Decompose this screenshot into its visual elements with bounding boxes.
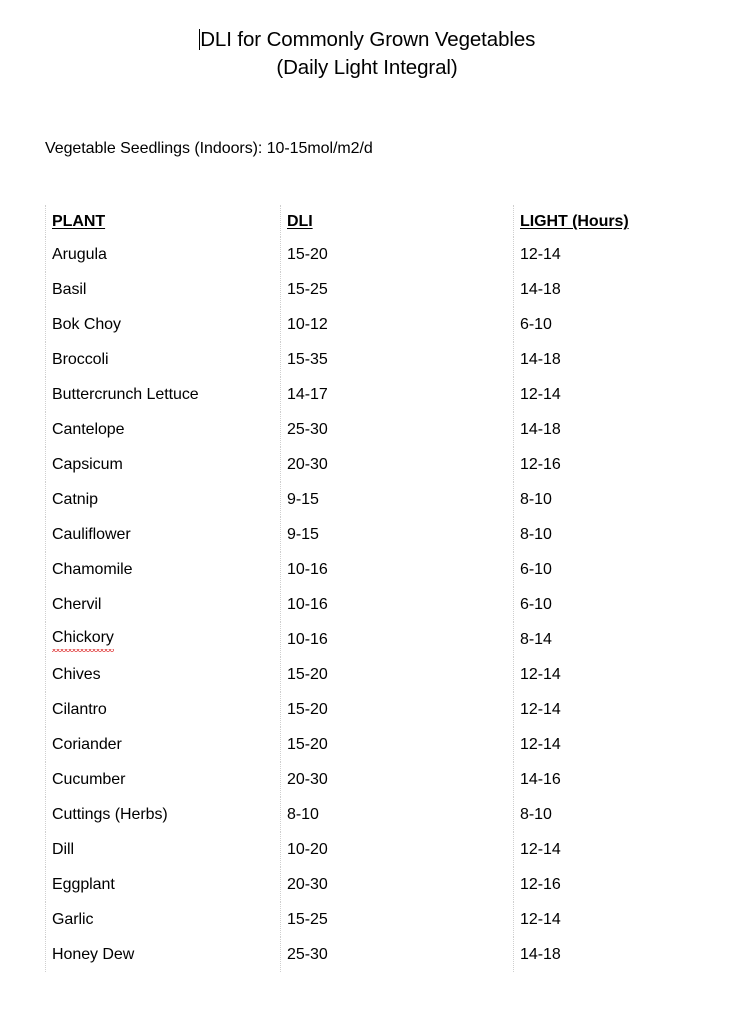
dli-table xyxy=(45,205,734,972)
cell-light[interactable]: 14-16 xyxy=(514,762,734,797)
cell-dli[interactable]: 10-16 xyxy=(281,622,514,657)
cell-dli[interactable]: 14-17 xyxy=(281,377,514,412)
cell-plant[interactable]: Buttercrunch Lettuce xyxy=(46,377,281,412)
document-title[interactable] xyxy=(199,26,536,54)
cell-dli[interactable]: 15-20 xyxy=(281,657,514,692)
table-row xyxy=(46,342,734,377)
cell-light[interactable]: 8-10 xyxy=(514,797,734,832)
intro-paragraph[interactable]: Vegetable Seedlings (Indoors): 10-15mol/m2/d xyxy=(45,140,373,157)
table-row xyxy=(46,587,734,622)
cell-dli[interactable]: 15-20 xyxy=(281,692,514,727)
cell-plant[interactable]: Cauliflower xyxy=(46,517,281,552)
cell-light[interactable]: 12-14 xyxy=(514,832,734,867)
column-header-light-label: LIGHT (Hours) xyxy=(520,213,629,230)
document-title-text: DLI for Commonly Grown Vegetables xyxy=(200,28,536,51)
cell-light[interactable]: 12-14 xyxy=(514,377,734,412)
cell-dli[interactable]: 15-20 xyxy=(281,237,514,272)
spellcheck-underline: Chickory xyxy=(52,627,114,652)
table-row xyxy=(46,727,734,762)
cell-light[interactable]: 12-14 xyxy=(514,237,734,272)
table-row xyxy=(46,832,734,867)
cell-dli[interactable]: 15-35 xyxy=(281,342,514,377)
column-header-light[interactable] xyxy=(514,205,734,237)
table-row xyxy=(46,272,734,307)
cell-light[interactable]: 12-14 xyxy=(514,692,734,727)
cell-light[interactable]: 8-10 xyxy=(514,517,734,552)
cell-light[interactable]: 14-18 xyxy=(514,272,734,307)
table-row xyxy=(46,482,734,517)
table-body xyxy=(46,237,734,972)
cell-light[interactable]: 14-18 xyxy=(514,412,734,447)
table-row xyxy=(46,377,734,412)
cell-plant[interactable]: Capsicum xyxy=(46,447,281,482)
cell-plant[interactable]: Bok Choy xyxy=(46,307,281,342)
cell-dli[interactable]: 25-30 xyxy=(281,937,514,972)
table-row xyxy=(46,552,734,587)
table-row xyxy=(46,622,734,657)
cell-plant[interactable]: Broccoli xyxy=(46,342,281,377)
table-row xyxy=(46,867,734,902)
cell-light[interactable]: 12-14 xyxy=(514,902,734,937)
cell-dli[interactable]: 10-16 xyxy=(281,587,514,622)
cell-dli[interactable]: 20-30 xyxy=(281,867,514,902)
cell-dli[interactable]: 20-30 xyxy=(281,762,514,797)
cell-light[interactable]: 6-10 xyxy=(514,307,734,342)
cell-light[interactable]: 12-14 xyxy=(514,727,734,762)
cell-plant[interactable]: Garlic xyxy=(46,902,281,937)
column-header-plant[interactable] xyxy=(46,205,281,237)
cell-dli[interactable]: 15-25 xyxy=(281,272,514,307)
cell-plant[interactable]: Eggplant xyxy=(46,867,281,902)
table-row xyxy=(46,657,734,692)
table-header-row xyxy=(46,205,734,237)
cell-plant[interactable]: Catnip xyxy=(46,482,281,517)
cell-dli[interactable]: 10-16 xyxy=(281,552,514,587)
cell-dli[interactable]: 20-30 xyxy=(281,447,514,482)
cell-plant[interactable]: Basil xyxy=(46,272,281,307)
cell-plant[interactable]: Chervil xyxy=(46,587,281,622)
cell-plant[interactable]: Chives xyxy=(46,657,281,692)
table-row xyxy=(46,902,734,937)
column-header-dli[interactable] xyxy=(281,205,514,237)
cell-light[interactable]: 8-14 xyxy=(514,622,734,657)
cell-plant[interactable]: Dill xyxy=(46,832,281,867)
cell-dli[interactable]: 25-30 xyxy=(281,412,514,447)
cell-plant[interactable]: Chamomile xyxy=(46,552,281,587)
table-header xyxy=(46,205,734,237)
cell-dli[interactable]: 15-25 xyxy=(281,902,514,937)
cell-dli[interactable]: 9-15 xyxy=(281,517,514,552)
cell-light[interactable]: 8-10 xyxy=(514,482,734,517)
cell-light[interactable]: 14-18 xyxy=(514,342,734,377)
cell-plant[interactable]: Cucumber xyxy=(46,762,281,797)
table-row xyxy=(46,447,734,482)
cell-dli[interactable]: 15-20 xyxy=(281,727,514,762)
table-row xyxy=(46,937,734,972)
cell-light[interactable]: 6-10 xyxy=(514,552,734,587)
cell-light[interactable]: 12-14 xyxy=(514,657,734,692)
document-subtitle[interactable]: (Daily Light Integral) xyxy=(276,56,458,79)
table-row xyxy=(46,762,734,797)
cell-plant[interactable] xyxy=(46,622,281,657)
column-header-plant-label: PLANT xyxy=(52,213,106,230)
cell-dli[interactable]: 8-10 xyxy=(281,797,514,832)
cell-light[interactable]: 6-10 xyxy=(514,587,734,622)
cell-plant[interactable]: Arugula xyxy=(46,237,281,272)
cell-light[interactable]: 12-16 xyxy=(514,447,734,482)
cell-plant[interactable]: Cilantro xyxy=(46,692,281,727)
cell-light[interactable]: 14-18 xyxy=(514,937,734,972)
cell-dli[interactable]: 10-20 xyxy=(281,832,514,867)
table-row xyxy=(46,307,734,342)
title-block xyxy=(0,26,734,82)
cell-plant[interactable]: Honey Dew xyxy=(46,937,281,972)
table-row xyxy=(46,412,734,447)
table-row xyxy=(46,517,734,552)
table-row xyxy=(46,237,734,272)
cell-light[interactable]: 12-16 xyxy=(514,867,734,902)
table-row xyxy=(46,692,734,727)
cell-plant[interactable]: Coriander xyxy=(46,727,281,762)
cell-dli[interactable]: 10-12 xyxy=(281,307,514,342)
column-header-dli-label: DLI xyxy=(287,213,313,230)
cell-plant[interactable]: Cantelope xyxy=(46,412,281,447)
table-row xyxy=(46,797,734,832)
cell-dli[interactable]: 9-15 xyxy=(281,482,514,517)
cell-plant[interactable]: Cuttings (Herbs) xyxy=(46,797,281,832)
